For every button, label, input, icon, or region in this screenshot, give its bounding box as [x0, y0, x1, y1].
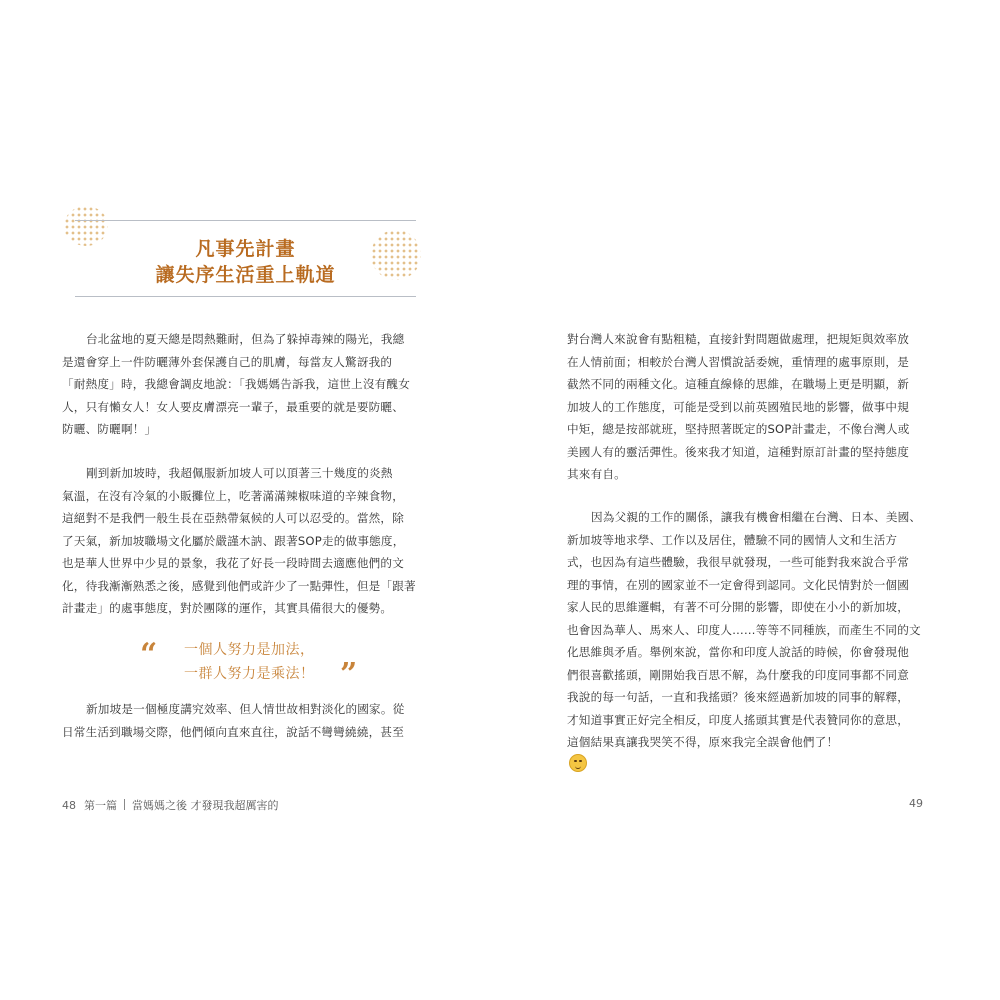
right-paragraph-1 — [567, 328, 937, 486]
text-line: 台北盆地的夏天總是悶熱難耐，但為了躲掉毒辣的陽光，我總 — [86, 332, 405, 346]
title-rule-bottom — [75, 296, 416, 297]
text-line: 理的事情，在別的國家並不一定會得到認同。文化民情對於一個國 — [567, 577, 910, 592]
section-title-line2: 讓失序生活重上軌道 — [155, 264, 336, 286]
text-line: 中矩，總是按部就班，堅持照著既定的SOP計畫走，不像台灣人或 — [567, 422, 910, 436]
title-rule-top — [75, 220, 416, 221]
pull-quote — [184, 638, 315, 686]
text-line: 這個結果真讓我哭笑不得，原來我完全誤會他們了！ — [567, 735, 839, 749]
pull-quote-line2: 一群人努力是乘法！ — [184, 666, 315, 682]
text-line: 化，待我漸漸熟悉之後，感覺到他們或許少了一點彈性，但是「跟著 — [62, 578, 416, 593]
text-line: 對台灣人來說會有點粗糙，直接針對問題做處理，把規矩與效率放 — [567, 332, 910, 346]
text-line: 們很喜歡搖頭，剛開始我百思不解，為什麼我的印度同事都不同意 — [567, 667, 910, 682]
text-line: 美國人有的靈活彈性。後來我才知道，這種對原訂計畫的堅持態度 — [567, 444, 910, 459]
text-line-with-emoji — [567, 731, 937, 772]
page-number-left: 48 — [62, 799, 76, 812]
text-line: 在人情前面；相較於台灣人習慣說話委婉，重情理的處事原則，是 — [567, 354, 910, 369]
left-paragraph-3 — [62, 698, 432, 743]
text-line: 了天氣，新加坡職場文化屬於嚴謹木訥、跟著SOP走的做事態度， — [62, 533, 405, 548]
text-line: 人，只有懶女人！女人要皮膚漂亮一輩子，最重要的就是要防曬、 — [62, 399, 405, 414]
text-line: 計畫走」的處事態度，對於團隊的運作，其實具備很大的優勢。 — [62, 601, 393, 615]
text-line: 也是華人世界中少見的景象，我花了好長一段時間去適應他們的文 — [62, 556, 405, 570]
awkward-face-emoji-icon — [569, 754, 587, 772]
footer-separator — [124, 799, 125, 810]
text-line: 截然不同的兩種文化。這種直線條的思維，在職場上更是明顯，新 — [567, 377, 910, 391]
chapter-title: 當媽媽之後 才發現我超厲害的 — [132, 799, 279, 812]
section-title-line1: 凡事先計畫 — [195, 238, 296, 260]
text-line: 防曬、防曬啊！」 — [62, 422, 157, 436]
quote-close-mark: ” — [340, 657, 358, 692]
right-footer — [909, 797, 923, 810]
text-line: 是還會穿上一件防曬薄外套保護自己的肌膚，每當友人驚訝我的 — [62, 354, 393, 369]
text-line: 才知道事實正好完全相反，印度人搖頭其實是代表贊同你的意思， — [567, 712, 910, 727]
text-line: 我說的每一句話，一直和我搖頭？後來經過新加坡的同事的解釋， — [567, 690, 910, 704]
text-line: 新加坡是一個極度講究效率、但人情世故相對淡化的國家。從 — [86, 702, 405, 716]
quote-open-mark: “ — [140, 637, 158, 672]
text-line: 剛到新加坡時，我超佩服新加坡人可以頂著三十幾度的炎熱 — [86, 466, 393, 480]
text-line: 也會因為華人、馬來人、印度人……等等不同種族，而產生不同的文 — [567, 622, 921, 637]
text-line: 因為父親的工作的關係，讓我有機會相繼在台灣、日本、美國、 — [591, 510, 922, 524]
text-line: 其來有自。 — [567, 467, 626, 481]
right-paragraph-2 — [567, 506, 937, 772]
text-line: 這絕對不是我們一般生長在亞熱帶氣候的人可以忍受的。當然，除 — [62, 511, 405, 525]
left-footer — [62, 797, 279, 813]
left-paragraph-1 — [62, 328, 432, 441]
text-line: 「耐熱度」時，我總會調皮地說：「我媽媽告訴我，這世上沒有醜女 — [62, 377, 411, 391]
page-number-right: 49 — [909, 797, 923, 810]
text-line: 加坡人的工作態度，可能是受到以前英國殖民地的影響，做事中規 — [567, 399, 910, 414]
chapter-label: 第一篇 — [84, 799, 117, 812]
text-line: 氣溫，在沒有冷氣的小販攤位上，吃著滿滿辣椒味道的辛辣食物， — [62, 488, 405, 503]
text-line: 式，也因為有這些體驗，我很早就發現，一些可能對我來說合乎常 — [567, 555, 910, 569]
text-line: 化思維與矛盾。舉例來說，當你和印度人說話的時候，你會發現他 — [567, 645, 910, 659]
pull-quote-line1: 一個人努力是加法， — [184, 642, 315, 658]
text-line: 新加坡等地求學、工作以及居住，體驗不同的國情人文和生活方 — [567, 532, 898, 547]
text-line: 家人民的思維邏輯，有著不可分開的影響，即使在小小的新加坡， — [567, 600, 910, 614]
left-paragraph-2 — [62, 462, 432, 620]
text-line: 日常生活到職場交際，他們傾向直來直往，說話不彎彎繞繞，甚至 — [62, 724, 405, 739]
